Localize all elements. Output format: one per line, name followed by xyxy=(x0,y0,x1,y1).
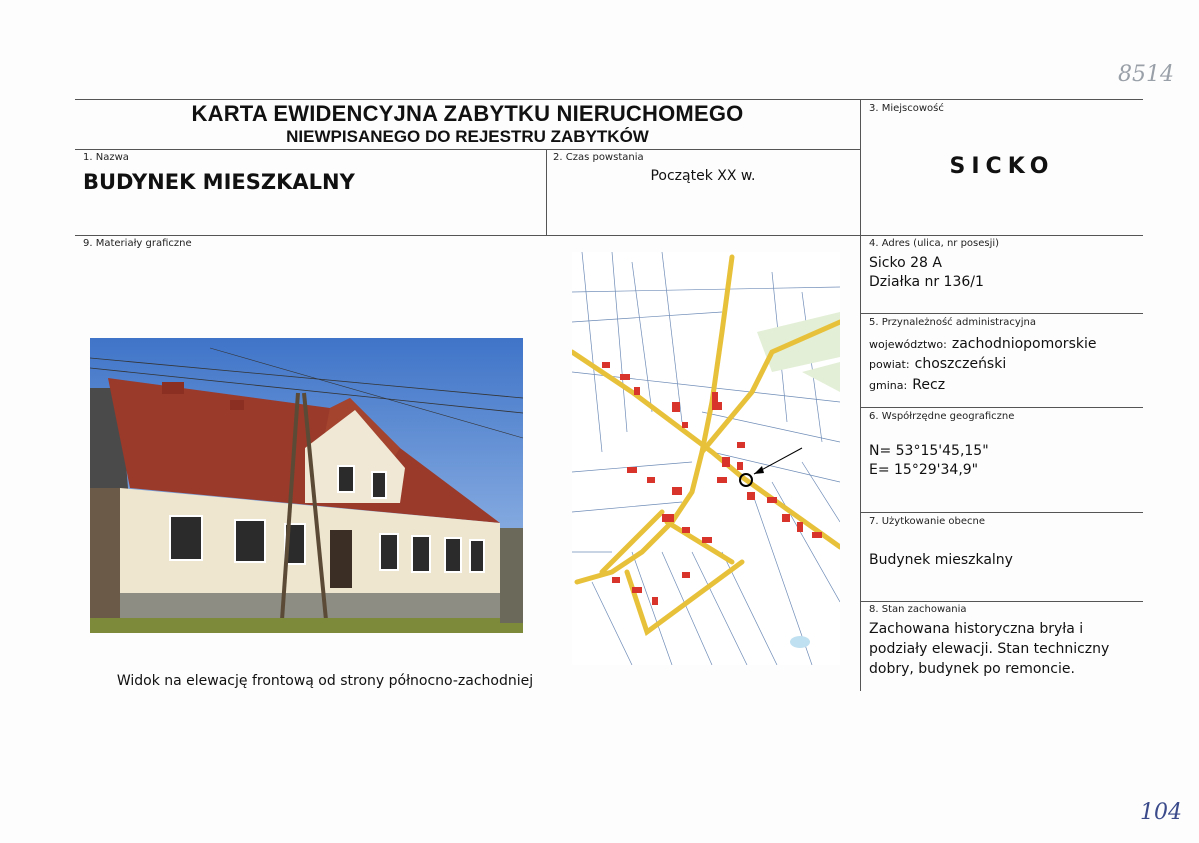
divider-6-7 xyxy=(861,512,1143,513)
divider-7-8 xyxy=(861,601,1143,602)
wojewodztwo-value: zachodniopomorskie xyxy=(951,336,1097,352)
wojewodztwo-row xyxy=(869,333,1096,352)
gmina-row xyxy=(869,374,945,393)
adres-line2: Działka nr 136/1 xyxy=(869,274,984,290)
uzytkowanie-label: 7. Użytkowanie obecne xyxy=(869,516,986,527)
stan-label: 8. Stan zachowania xyxy=(869,604,967,615)
adres-label: 4. Adres (ulica, nr posesji) xyxy=(869,238,1000,249)
adres-line1: Sicko 28 A xyxy=(869,255,942,271)
handwritten-number-bottom: 104 xyxy=(1140,800,1182,825)
gmina-label: gmina: xyxy=(869,379,908,392)
row1-bottom-border xyxy=(75,235,1143,236)
wojewodztwo-label: województwo: xyxy=(869,338,947,351)
right-column-divider xyxy=(860,99,861,691)
powiat-row xyxy=(869,353,1006,372)
cadastral-map xyxy=(572,252,840,665)
przynaleznosc-label: 5. Przynależność administracyjna xyxy=(869,317,1036,328)
powiat-label: powiat: xyxy=(869,358,910,371)
handwritten-number-top: 8514 xyxy=(1118,62,1174,87)
divider-5-6 xyxy=(861,407,1143,408)
wspolrzedne-label: 6. Współrzędne geograficzne xyxy=(869,411,1015,422)
stan-line1: Zachowana historyczna bryła i xyxy=(869,621,1084,637)
czas-label: 2. Czas powstania xyxy=(553,152,644,163)
photo-caption: Widok na elewację frontową od strony północno-zachodniej xyxy=(116,673,534,689)
card-subtitle: NIEWPISANEGO DO REJESTRU ZABYTKÓW xyxy=(286,127,649,146)
gmina-value: Recz xyxy=(912,377,946,393)
form-top-border xyxy=(75,99,1143,100)
card-title: KARTA EWIDENCYJNA ZABYTKU NIERUCHOMEGO xyxy=(191,101,744,126)
miejscowosc-value: SICKO xyxy=(949,154,1055,179)
czas-value: Początek XX w. xyxy=(650,168,756,184)
nazwa-label: 1. Nazwa xyxy=(83,152,129,163)
building-photo xyxy=(90,338,523,633)
miejscowosc-label: 3. Miejscowość xyxy=(869,103,944,114)
title-bottom-border xyxy=(75,149,861,150)
divider-4-5 xyxy=(861,313,1143,314)
nazwa-value: BUDYNEK MIESZKALNY xyxy=(83,170,355,194)
materialy-label: 9. Materiały graficzne xyxy=(83,238,192,249)
powiat-value: choszczeński xyxy=(914,356,1007,372)
stan-line3: dobry, budynek po remoncie. xyxy=(869,661,1075,677)
uzytkowanie-value: Budynek mieszkalny xyxy=(869,552,1013,568)
wspolrzedne-n: N= 53°15'45,15" xyxy=(869,443,989,459)
nazwa-czas-divider xyxy=(546,149,547,235)
stan-line2: podziały elewacji. Stan techniczny xyxy=(869,641,1110,657)
wspolrzedne-e: E= 15°29'34,9" xyxy=(869,462,979,478)
